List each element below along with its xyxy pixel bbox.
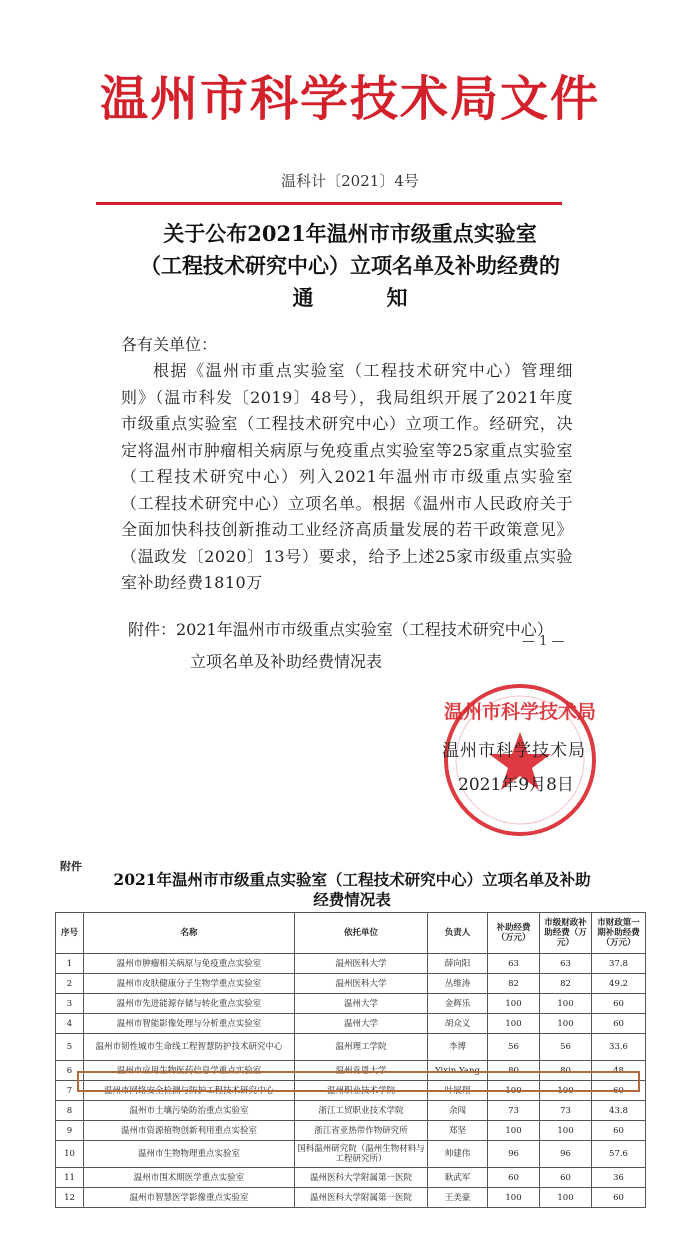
notice-title-line-3: 通 知 (292, 285, 434, 310)
col-header-city-subsidy: 市级财政补助经费（万元） (540, 913, 592, 954)
cell-host: 浙江工贸职业技术学院 (295, 1101, 428, 1121)
table-row (56, 954, 646, 974)
col-header-leader: 负责人 (428, 913, 488, 954)
cell-host: 温州理工学院 (295, 1034, 428, 1061)
signature-organization: 温州市科学技术局 (442, 741, 586, 761)
cell-index: 6 (56, 1061, 84, 1081)
cell-leader: 耿武军 (428, 1168, 488, 1188)
cell-first-phase: 60 (592, 1081, 646, 1101)
cell-city-subsidy: 100 (540, 1014, 592, 1034)
document-number: 温科计〔2021〕4号 (281, 172, 419, 190)
cell-first-phase: 48 (592, 1061, 646, 1081)
cell-first-phase: 43.8 (592, 1101, 646, 1121)
cell-first-phase: 57.6 (592, 1141, 646, 1168)
appendix-title-line-1: 2021年温州市市级重点实验室（工程技术研究中心）立项名单及补助 (113, 870, 591, 889)
cell-subsidy: 100 (488, 1081, 540, 1101)
cell-host: 温州医科大学 (295, 954, 428, 974)
cell-index: 1 (56, 954, 84, 974)
cell-host: 温州医科大学附属第一医院 (295, 1188, 428, 1208)
cell-index: 5 (56, 1034, 84, 1061)
cell-city-subsidy: 56 (540, 1034, 592, 1061)
cell-first-phase: 33.6 (592, 1034, 646, 1061)
cell-index: 8 (56, 1101, 84, 1121)
cell-first-phase: 49.2 (592, 974, 646, 994)
attachment-line-2: 立项名单及补助经费情况表 (190, 652, 383, 671)
document-header-title: 温州市科学技术局文件 (99, 71, 600, 127)
appendix-title-line-2: 经费情况表 (313, 890, 391, 909)
cell-leader: 金辉乐 (428, 994, 488, 1014)
cell-index: 12 (56, 1188, 84, 1208)
cell-host: 温州肯恩大学 (295, 1061, 428, 1081)
table-row (56, 1141, 646, 1168)
table-header-row (56, 913, 646, 954)
cell-city-subsidy: 73 (540, 1101, 592, 1121)
cell-name: 温州市智慧医学影像重点实验室 (84, 1188, 295, 1208)
cell-leader: 叶展翔 (428, 1081, 488, 1101)
cell-index: 10 (56, 1141, 84, 1168)
col-header-name: 名称 (84, 913, 295, 954)
cell-leader: 郑坚 (428, 1121, 488, 1141)
cell-first-phase: 60 (592, 1188, 646, 1208)
cell-index: 11 (56, 1168, 84, 1188)
cell-leader: 薛向阳 (428, 954, 488, 974)
cell-first-phase: 60 (592, 1121, 646, 1141)
funding-table (55, 912, 646, 1208)
cell-leader: 李博 (428, 1034, 488, 1061)
cell-subsidy: 100 (488, 1188, 540, 1208)
cell-host: 温州医科大学 (295, 974, 428, 994)
cell-first-phase: 60 (592, 1014, 646, 1034)
cell-first-phase: 37.8 (592, 954, 646, 974)
cell-leader: 余闯 (428, 1101, 488, 1121)
cell-city-subsidy: 100 (540, 994, 592, 1014)
cell-city-subsidy: 96 (540, 1141, 592, 1168)
appendix-label: 附件 (60, 860, 82, 873)
table-row (56, 1168, 646, 1188)
cell-subsidy: 56 (488, 1034, 540, 1061)
attachment-line-1: 附件：2021年温州市市级重点实验室（工程技术研究中心） (128, 620, 553, 639)
cell-subsidy: 100 (488, 1014, 540, 1034)
notice-body: 根据《温州市重点实验室（工程技术研究中心）管理细则》（温市科发〔2019〕48号），我局组织开展了2021年度市级重点实验室（工程技术研究中心）立项工作。经研究，决定将温州市肿瘤相关病原与免疫重点实验室等25家重点实验室（工程技术研究中心）列入2021年温州市市级重点实验室（工程技术研究中心）立项名单。根据《温州市人民政府关于全面加快科技创新推动工业经济高质量发展的若干政策意见》（温政发〔2020〕13号）要求，给予上述25家市级重点实验室补助经费1810万 (121, 361, 573, 592)
table-row (56, 974, 646, 994)
row-highlight-box (77, 1071, 640, 1092)
cell-subsidy: 82 (488, 974, 540, 994)
cell-name: 温州市应用生物医药信息学重点实验室 (84, 1061, 295, 1081)
cell-first-phase: 36 (592, 1168, 646, 1188)
table-row (56, 994, 646, 1014)
cell-first-phase: 60 (592, 994, 646, 1014)
cell-index: 4 (56, 1014, 84, 1034)
page-number: — 1 — (522, 634, 565, 649)
cell-name: 温州市韧性城市生命线工程智慧防护技术研究中心 (84, 1034, 295, 1061)
cell-host: 温州大学 (295, 994, 428, 1014)
notice-title-line-1: 关于公布2021年温州市市级重点实验室 (163, 221, 537, 246)
table-row (56, 1101, 646, 1121)
salutation: 各有关单位： (121, 335, 218, 354)
notice-title (100, 218, 600, 314)
cell-name: 温州市网络安全检测与防护工程技术研究中心 (84, 1081, 295, 1101)
cell-index: 9 (56, 1121, 84, 1141)
cell-leader: 王美豪 (428, 1188, 488, 1208)
svg-text:温州市科学技术局: 温州市科学技术局 (443, 701, 597, 723)
header-red-rule (96, 202, 562, 205)
appendix-title (60, 870, 644, 910)
table-row (56, 1034, 646, 1061)
cell-index: 7 (56, 1081, 84, 1101)
table-row (56, 1014, 646, 1034)
cell-city-subsidy: 60 (540, 1168, 592, 1188)
cell-index: 2 (56, 974, 84, 994)
cell-index: 3 (56, 994, 84, 1014)
cell-leader: Yixin Yang (428, 1061, 488, 1081)
cell-subsidy: 60 (488, 1168, 540, 1188)
cell-name: 温州市先进能源存储与转化重点实验室 (84, 994, 295, 1014)
cell-subsidy: 80 (488, 1061, 540, 1081)
cell-subsidy: 100 (488, 1121, 540, 1141)
cell-leader: 胡众义 (428, 1014, 488, 1034)
cell-subsidy: 100 (488, 994, 540, 1014)
table-row (56, 1188, 646, 1208)
cell-name: 温州市围术期医学重点实验室 (84, 1168, 295, 1188)
cell-host: 温州职业技术学院 (295, 1081, 428, 1101)
notice-title-line-2: （工程技术研究中心）立项名单及补助经费的 (140, 253, 560, 278)
cell-host: 温州医科大学附属第一医院 (295, 1168, 428, 1188)
signature-date: 2021年9月8日 (458, 775, 574, 795)
cell-name: 温州市肿瘤相关病原与免疫重点实验室 (84, 954, 295, 974)
col-header-first-phase: 市财政第一期补助经费（万元） (592, 913, 646, 954)
cell-host: 浙江省亚热带作物研究所 (295, 1121, 428, 1141)
cell-name: 温州市土壤污染防治重点实验室 (84, 1101, 295, 1121)
cell-name: 温州市资源植物创新利用重点实验室 (84, 1121, 295, 1141)
cell-leader: 帅建伟 (428, 1141, 488, 1168)
col-header-host: 依托单位 (295, 913, 428, 954)
cell-city-subsidy: 82 (540, 974, 592, 994)
cell-city-subsidy: 80 (540, 1061, 592, 1081)
col-header-index: 序号 (56, 913, 84, 954)
cell-city-subsidy: 100 (540, 1121, 592, 1141)
table-row (56, 1121, 646, 1141)
cell-subsidy: 63 (488, 954, 540, 974)
cell-subsidy: 73 (488, 1101, 540, 1121)
cell-name: 温州市皮肤健康分子生物学重点实验室 (84, 974, 295, 994)
cell-name: 温州市生物物理重点实验室 (84, 1141, 295, 1168)
cell-host: 温州大学 (295, 1014, 428, 1034)
cell-subsidy: 96 (488, 1141, 540, 1168)
cell-city-subsidy: 100 (540, 1081, 592, 1101)
cell-name: 温州市智能影像处理与分析重点实验室 (84, 1014, 295, 1034)
cell-city-subsidy: 100 (540, 1188, 592, 1208)
cell-host: 国科温州研究院（温州生物材料与工程研究所） (295, 1141, 428, 1168)
col-header-subsidy: 补助经费（万元） (488, 913, 540, 954)
cell-city-subsidy: 63 (540, 954, 592, 974)
cell-leader: 丛维涛 (428, 974, 488, 994)
